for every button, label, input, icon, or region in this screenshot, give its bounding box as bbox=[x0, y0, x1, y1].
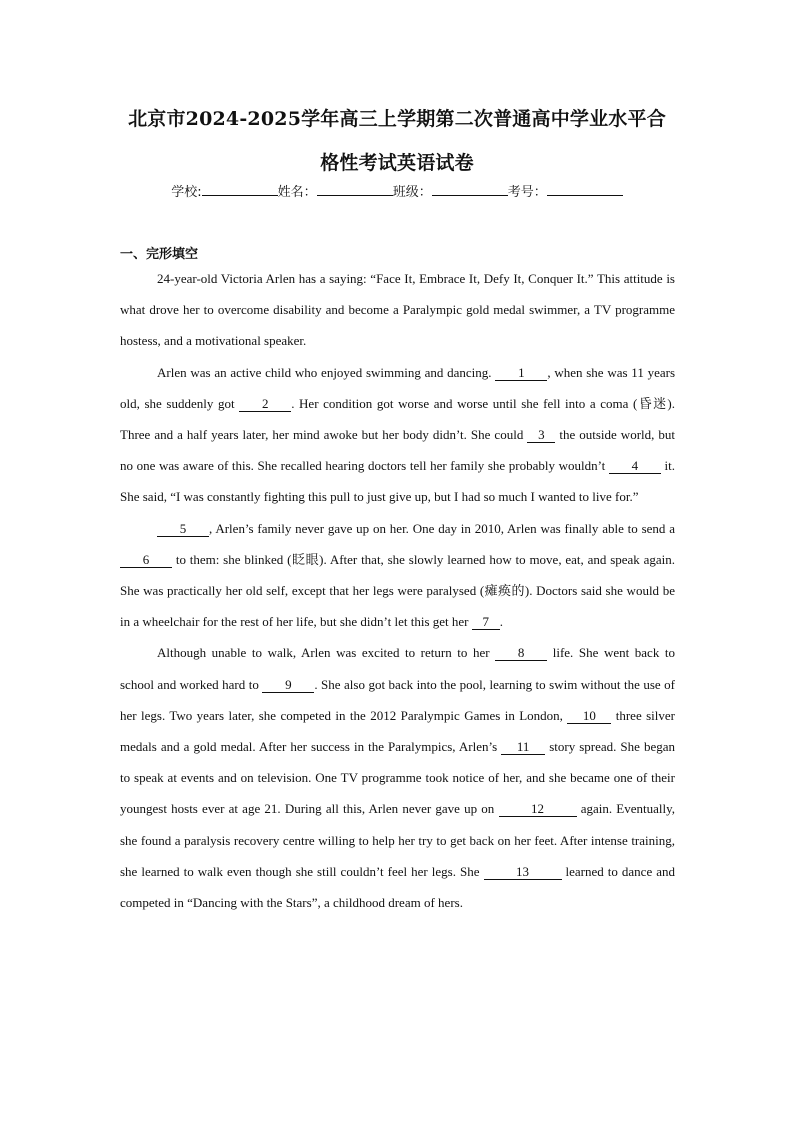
blank-8[interactable]: 8 bbox=[495, 646, 547, 661]
blank-12[interactable]: 12 bbox=[499, 802, 577, 817]
blank-10[interactable]: 10 bbox=[567, 709, 611, 724]
blank-7[interactable]: 7 bbox=[472, 615, 500, 630]
blank-11[interactable]: 11 bbox=[501, 740, 545, 755]
paragraph-4 bbox=[120, 637, 675, 918]
section-heading: 一、完形填空 bbox=[120, 247, 199, 262]
paragraph-text: learned to dance and competed in “Dancing with the Stars”, a childhood dream of hers. bbox=[120, 863, 675, 911]
paragraph-2 bbox=[120, 357, 675, 513]
paragraph-1: 24-year-old Victoria Arlen has a saying: “Face It, Embrace It, Defy It, Conquer It.” This attitude is what drove her to overcome disability and become a Paralympic gold medal swimmer, a TV programme hostess, and a motivational speaker. bbox=[120, 271, 675, 349]
blank-13[interactable]: 13 bbox=[484, 865, 562, 880]
name-field[interactable] bbox=[317, 183, 393, 196]
paragraph-text: , Arlen’s family never gave up on her. One day in 2010, Arlen was finally able to send a bbox=[209, 520, 675, 536]
exam-number-field[interactable] bbox=[547, 183, 623, 196]
name-label: 姓名： bbox=[277, 185, 317, 200]
paragraph-text: again. Eventually, she found a paralysis recovery centre willing to help her try to get back on her feet. After intense training, she learned to walk even though she still couldn’t feel her legs. She bbox=[120, 801, 676, 879]
class-field[interactable] bbox=[432, 183, 508, 196]
school-field[interactable] bbox=[202, 183, 278, 196]
school-label: 学校: bbox=[171, 185, 202, 200]
blank-5[interactable]: 5 bbox=[157, 522, 209, 537]
paragraph-text: Although unable to walk, Arlen was excited to return to her bbox=[157, 645, 490, 661]
paragraph-text: life. She went back to school and worked hard to bbox=[120, 645, 676, 692]
paragraph-text: it. She said, “I was constantly fighting this pull to just give up, but I had so much I wanted to live for.” bbox=[120, 458, 675, 505]
paragraph-text: to them: she blinked (眨眼). After that, she slowly learned how to move, eat, and speak again. She was practically her old self, except that her legs were paralysed (瘫痪的). Doctors said she would be in a wheelchair for the rest of her life, but she didn’t let this get her bbox=[120, 551, 676, 630]
page-title-line-2: 格性考试英语试卷 bbox=[320, 152, 474, 174]
student-info-row bbox=[0, 181, 794, 200]
paragraph-text: , when she was 11 years old, she suddenly got bbox=[120, 364, 675, 411]
paragraph-text: Arlen was an active child who enjoyed swimming and dancing. bbox=[157, 364, 492, 380]
page-title-line-1: 北京市2024-2025学年高三上学期第二次普通高中学业水平合 bbox=[128, 108, 666, 130]
exam-number-label: 考号： bbox=[507, 185, 547, 200]
blank-6[interactable]: 6 bbox=[120, 553, 172, 568]
blank-4[interactable]: 4 bbox=[609, 459, 661, 474]
blank-1[interactable]: 1 bbox=[495, 366, 547, 381]
paragraph-text: three silver medals and a gold medal. After her success in the Paralympics, Arlen’s bbox=[120, 707, 675, 755]
paragraph-text: the outside world, but no one was aware of this. She recalled hearing doctors tell her family she probably wouldn’t bbox=[120, 427, 676, 474]
paragraph-3 bbox=[120, 513, 675, 638]
cloze-passage bbox=[120, 263, 675, 918]
paragraph-text: story spread. She began to speak at events and on television. One TV programme took notice of her, and she became one of their youngest hosts ever at age 21. During all this, Arlen never gave up on bbox=[120, 739, 676, 817]
class-label: 班级： bbox=[392, 185, 432, 200]
blank-9[interactable]: 9 bbox=[262, 678, 314, 693]
blank-3[interactable]: 3 bbox=[527, 428, 555, 443]
paragraph-text: . Her condition got worse and worse until she fell into a coma (昏迷). Three and a half years later, her mind awoke but her body didn’t. She could bbox=[120, 395, 676, 443]
paragraph-text: . bbox=[499, 614, 503, 630]
paragraph-text: . She also got back into the pool, learning to swim without the use of her legs. Two years later, she competed in the 2012 Paralympic Games in London, bbox=[120, 676, 676, 723]
blank-2[interactable]: 2 bbox=[239, 397, 291, 412]
